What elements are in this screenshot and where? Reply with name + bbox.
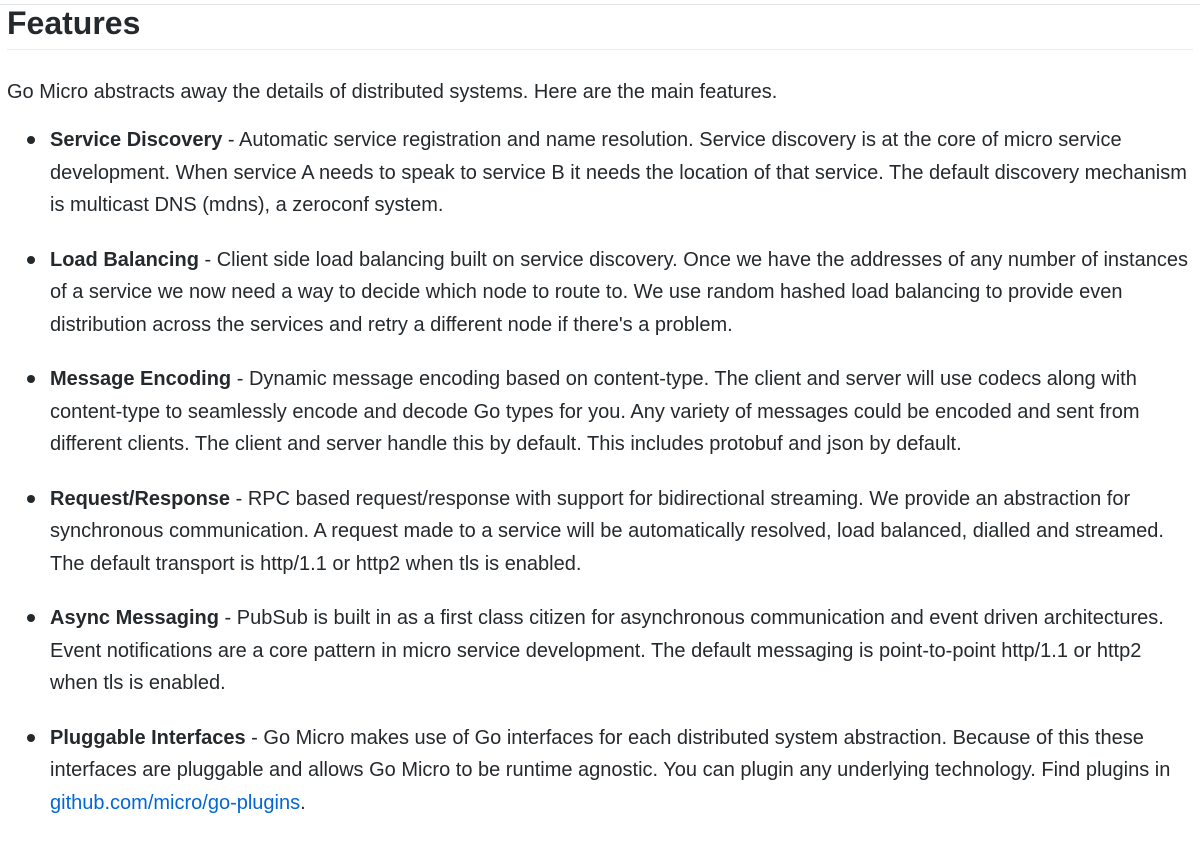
feature-trailing-period: . xyxy=(300,791,306,814)
readme-section xyxy=(7,0,1193,841)
bullet-icon xyxy=(27,136,35,144)
feature-item-load-balancing xyxy=(7,244,1193,342)
bullet-icon xyxy=(27,614,35,622)
feature-separator: - xyxy=(230,487,248,510)
feature-description: Go Micro makes use of Go interfaces for each distributed system abstraction. Because of this these interfaces are pluggable and allows Go Micro to be runtime agnostic. You can plugin any underlying technology. Find plugins in xyxy=(50,726,1171,781)
feature-name: Async Messaging xyxy=(50,607,219,629)
feature-description: PubSub is built in as a first class citizen for asynchronous communication and event driven architectures. Event notifications are a core pattern in micro service development. The default messaging is point-to-point http/1.1 or http2 when tls is enabled. xyxy=(50,607,1164,694)
feature-item-async-messaging xyxy=(7,602,1193,700)
feature-separator: - xyxy=(222,129,240,151)
bullet-icon xyxy=(27,734,35,742)
feature-item-message-encoding xyxy=(7,363,1193,461)
feature-name: Load Balancing xyxy=(50,248,199,271)
bullet-icon xyxy=(27,375,35,383)
feature-name: Request/Response xyxy=(50,487,231,510)
feature-item-service-discovery xyxy=(7,124,1193,222)
section-heading: Features xyxy=(7,0,1193,50)
feature-name: Pluggable Interfaces xyxy=(50,726,246,749)
feature-separator: - xyxy=(218,607,237,629)
feature-description: RPC based request/response with support for bidirectional streaming. We provide an abstraction for synchronous communication. A request made to a service will be automatically resolved, load balanced, dialled and streamed. The default transport is http/1.1 or http2 when tls is enabled. xyxy=(50,487,1164,575)
feature-list xyxy=(7,124,1193,819)
bullet-icon xyxy=(27,256,35,264)
feature-separator: - xyxy=(231,368,249,390)
feature-description: Automatic service registration and name resolution. Service discovery is at the core of micro service development. When service A needs to speak to service B it needs the location of that service. The default discovery mechanism is multicast DNS (mdns), a zeroconf system. xyxy=(50,129,1187,216)
feature-separator: - xyxy=(245,726,264,749)
feature-name: Service Discovery xyxy=(50,129,223,151)
intro-paragraph: Go Micro abstracts away the details of distributed systems. Here are the main features. xyxy=(7,81,778,103)
go-plugins-link[interactable]: github.com/micro/go-plugins xyxy=(50,791,301,814)
feature-item-request-response xyxy=(7,483,1193,581)
feature-separator: - xyxy=(198,248,217,271)
bullet-icon xyxy=(27,495,35,503)
feature-description: Client side load balancing built on service discovery. Once we have the addresses of any number of instances of a service we now need a way to decide which node to route to. We use random hashed load balancing to provide even distribution across the services and retry a different node if there's a problem. xyxy=(50,248,1188,336)
feature-name: Message Encoding xyxy=(50,368,232,390)
feature-description: Dynamic message encoding based on content-type. The client and server will use codecs along with content-type to seamlessly encode and decode Go types for you. Any variety of messages could be encoded and sent from different clients. The client and server handle this by default. This includes protobuf and json by default. xyxy=(50,368,1140,455)
feature-item-pluggable-interfaces xyxy=(7,722,1193,820)
